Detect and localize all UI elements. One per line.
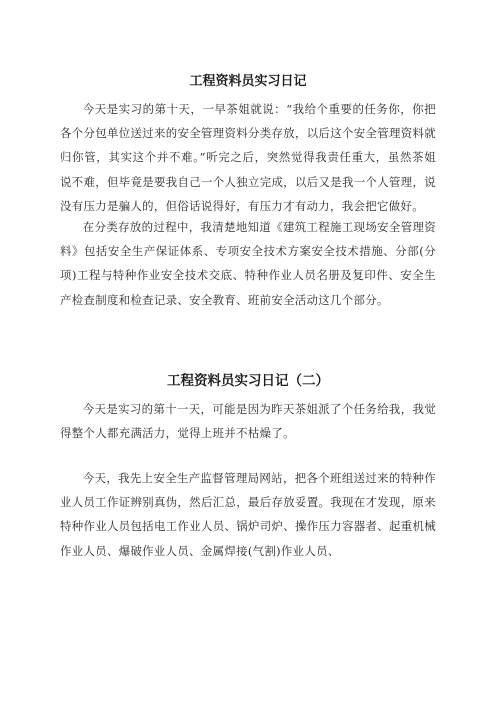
paragraph: 在分类存放的过程中，我清楚地知道《建筑工程施工现场安全管理资料》包括安全生产保证体系、专项安全技术方案安全技术措施、分部(分项)工程与特种作业安全技术交底、特种作业人员名册及复印件、安全生产检查制度和检查记录、安全教育、班前安全活动这几个部分。: [60, 220, 436, 307]
paragraph: 今天是实习的第十天，一早茶姐就说：“我给个重要的任务你，你把各个分包单位送过来的安全管理资料分类存放，以后这个安全管理资料就归你管，其实这个并不难。”听完之后，突然觉得我责任重大，虽然茶姐说不难，但毕竟是要我自己一个人独立完成，以后又是我一个人管理，说没有压力是骗人的，但俗话说得好，有压力才有动力，我会把它做好。: [60, 102, 436, 213]
section-title: 工程资料员实习日记（二）: [167, 373, 329, 389]
paragraph: 今天是实习的第十一天，可能是因为昨天茶姐派了个任务给我，我觉得整个人都充满活力，觉得上班并不枯燥了。: [60, 402, 436, 441]
paragraph: 今天，我先上安全生产监督管理局网站，把各个班组送过来的特种作业人员工作证辨别真伪，然后汇总，最后存放妥置。我现在才发现，原来特种作业人员包括电工作业人员、锅炉司炉、操作压力容器者、起重机械作业人员、爆破作业人员、金属焊接(气割)作业人员、: [60, 471, 436, 558]
section-title: 工程资料员实习日记: [189, 74, 307, 89]
